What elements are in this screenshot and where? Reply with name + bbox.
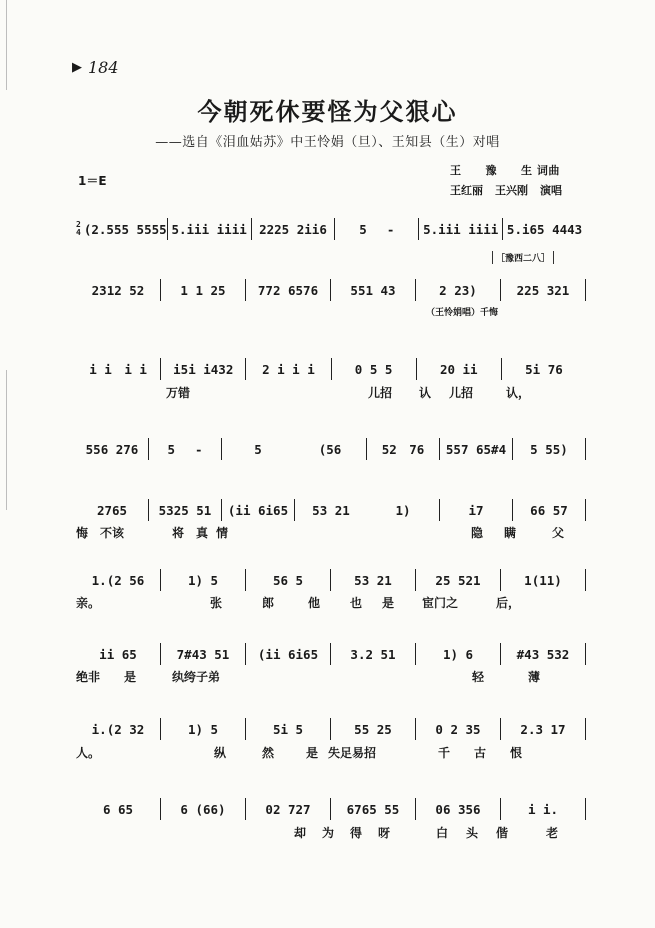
- notation-system-8: [76, 716, 586, 741]
- measure: 2 23): [439, 282, 477, 298]
- measure: i i i i: [89, 362, 147, 377]
- measure: 5.i65 4443: [506, 221, 583, 237]
- measure: 53 21: [354, 572, 392, 588]
- measure: 6 65: [102, 801, 134, 817]
- measure: 2 i i i: [262, 361, 315, 377]
- lyric-line-2: [76, 305, 586, 323]
- measure: 1 1 25: [180, 282, 226, 298]
- lyric: 千: [438, 746, 451, 760]
- lyric-line-9: [76, 824, 586, 842]
- notation-system-4: [76, 436, 586, 461]
- measure: 2225 2ii6: [259, 221, 327, 237]
- lyric: 轻: [472, 670, 485, 684]
- measure: (2.555 5555: [83, 221, 167, 237]
- measure: 556 276: [85, 441, 139, 457]
- measure: i i.: [527, 801, 559, 817]
- measure: 1): [395, 502, 411, 518]
- scan-edge-line-2: [6, 370, 7, 510]
- lyric: 恨: [510, 746, 523, 760]
- notation-system-3: [76, 356, 586, 381]
- measure: 1) 5: [187, 572, 219, 588]
- measure: 7#43 51: [176, 646, 230, 662]
- lyric: 偕: [496, 826, 509, 840]
- lyric: 古: [474, 746, 487, 760]
- lyric: 也: [350, 596, 363, 610]
- measure: 6765 55: [346, 801, 400, 817]
- measure: 66 57: [530, 502, 568, 518]
- lyric: 不该: [100, 526, 125, 540]
- measure: 3.2 51: [350, 646, 396, 662]
- measure: 0 5 5: [354, 361, 393, 377]
- measure: 2312 52: [91, 282, 145, 298]
- song-title: 今朝死休要怪为父狠心: [197, 97, 458, 126]
- lyric: 万错: [166, 386, 191, 400]
- lyric: 纵: [214, 746, 227, 760]
- lyric: 纨绔子弟: [172, 670, 221, 684]
- measure: 772 6576: [257, 282, 319, 298]
- lyric: 然: [262, 746, 275, 760]
- measure: 2765: [96, 502, 128, 518]
- lyric: 隐: [471, 526, 484, 540]
- measure: 5.iii iiii: [423, 221, 499, 237]
- time-signature: 2 4: [76, 220, 81, 237]
- measure: 20 ii: [439, 361, 478, 377]
- lyric: 老: [546, 826, 559, 840]
- measure: 5 -: [359, 222, 395, 237]
- measure: 1(11): [524, 572, 562, 588]
- page-arrow-icon: ▶: [72, 60, 82, 75]
- lyric: 郎: [262, 596, 275, 610]
- lyric: 宦门之: [422, 596, 459, 610]
- lyric: 是: [124, 670, 137, 684]
- lyric: 瞒: [504, 526, 517, 540]
- lyric: 却: [294, 826, 307, 840]
- measure: 5 -: [167, 442, 203, 457]
- lyric: 呀: [378, 826, 391, 840]
- key-signature: 1＝E: [78, 174, 107, 188]
- measure: 1) 6: [442, 646, 474, 662]
- measure: i.(2 32: [91, 721, 145, 737]
- page-number: [72, 58, 119, 77]
- lyric: 是: [306, 746, 319, 760]
- measure: 225 321: [516, 282, 570, 298]
- measure: 2.3 17: [520, 721, 566, 737]
- measure: #43 532: [516, 646, 570, 662]
- lyric: 绝非: [76, 670, 101, 684]
- measure: (ii 6i65: [257, 646, 319, 662]
- lyric: 真: [196, 526, 209, 540]
- lyric-line-8: [76, 744, 586, 762]
- lyric: 认: [419, 386, 432, 400]
- measure: 5325 51: [158, 502, 212, 518]
- lyric: 亲。: [76, 596, 101, 610]
- measure: 02 727: [265, 801, 311, 817]
- notation-system-9: [76, 796, 586, 821]
- notation-system-5: [76, 497, 586, 522]
- lyric: 是: [382, 596, 395, 610]
- lyric: 失足易招: [328, 746, 377, 760]
- composer-credit: 王 豫 生 词曲: [450, 164, 560, 177]
- lyric: 白: [436, 826, 449, 840]
- lyric: 认，: [506, 386, 531, 400]
- lyric: 他: [308, 596, 321, 610]
- measure: ii 65: [99, 646, 137, 662]
- singer-credit: 王红丽 王兴刚 演唱: [450, 184, 562, 197]
- lyric: 薄: [528, 670, 541, 684]
- lyric-line-3: [76, 384, 586, 402]
- lyric: 儿招: [449, 386, 474, 400]
- lyric: 人。: [76, 746, 101, 760]
- measure: i7: [468, 502, 484, 518]
- measure: 6 (66): [180, 801, 226, 817]
- measure: 1) 5: [187, 721, 219, 737]
- notation-system-7: [76, 641, 586, 666]
- lyric-line-7: [76, 668, 586, 686]
- lyric: 为: [322, 826, 335, 840]
- measure: 5.iii iiii: [171, 221, 247, 237]
- measure: 5: [254, 441, 262, 457]
- section-tag: ［豫西二八］: [492, 251, 554, 264]
- lyric: 头: [466, 826, 479, 840]
- measure: 06 356: [435, 801, 481, 817]
- measure: (ii 6i65: [227, 502, 289, 518]
- scan-edge-line: [6, 0, 7, 90]
- lyric: 将: [172, 526, 185, 540]
- lyric: 情: [216, 526, 229, 540]
- measure: 0 2 35: [435, 721, 481, 737]
- measure: 25 521: [435, 572, 481, 588]
- song-subtitle: ——选自《泪血姑苏》中王怜娟（旦）、王知县（生）对唱: [155, 135, 500, 150]
- lyric: 父: [552, 526, 565, 540]
- page-number-text: 184: [88, 58, 119, 77]
- lyric: 张: [210, 596, 223, 610]
- lyric: 悔: [76, 526, 89, 540]
- lyric-line-6: [76, 594, 586, 612]
- lyric: 后，: [496, 596, 521, 610]
- measure: 56 5: [272, 572, 304, 588]
- lyric: 得: [350, 826, 363, 840]
- measure: 557 65#4: [445, 441, 507, 457]
- notation-system-2: [76, 277, 586, 302]
- measure: 52 76: [381, 442, 425, 457]
- notation-system-6: [76, 567, 586, 592]
- measure: 5i 5: [272, 721, 304, 737]
- lyric-line-5: [76, 524, 586, 542]
- measure: 5i 76: [525, 361, 563, 377]
- measure: (56: [318, 441, 342, 457]
- measure: i5i i432: [173, 361, 234, 377]
- measure: 551 43: [350, 282, 396, 298]
- measure: 53 21: [312, 502, 350, 518]
- measure: 1.(2 56: [91, 572, 145, 588]
- lyric: 儿招: [368, 386, 393, 400]
- measure: 55 25: [354, 721, 392, 737]
- measure: 5 55): [530, 441, 568, 457]
- lyric: （王怜娟唱）千悔: [426, 308, 499, 318]
- notation-system-1: [76, 216, 586, 241]
